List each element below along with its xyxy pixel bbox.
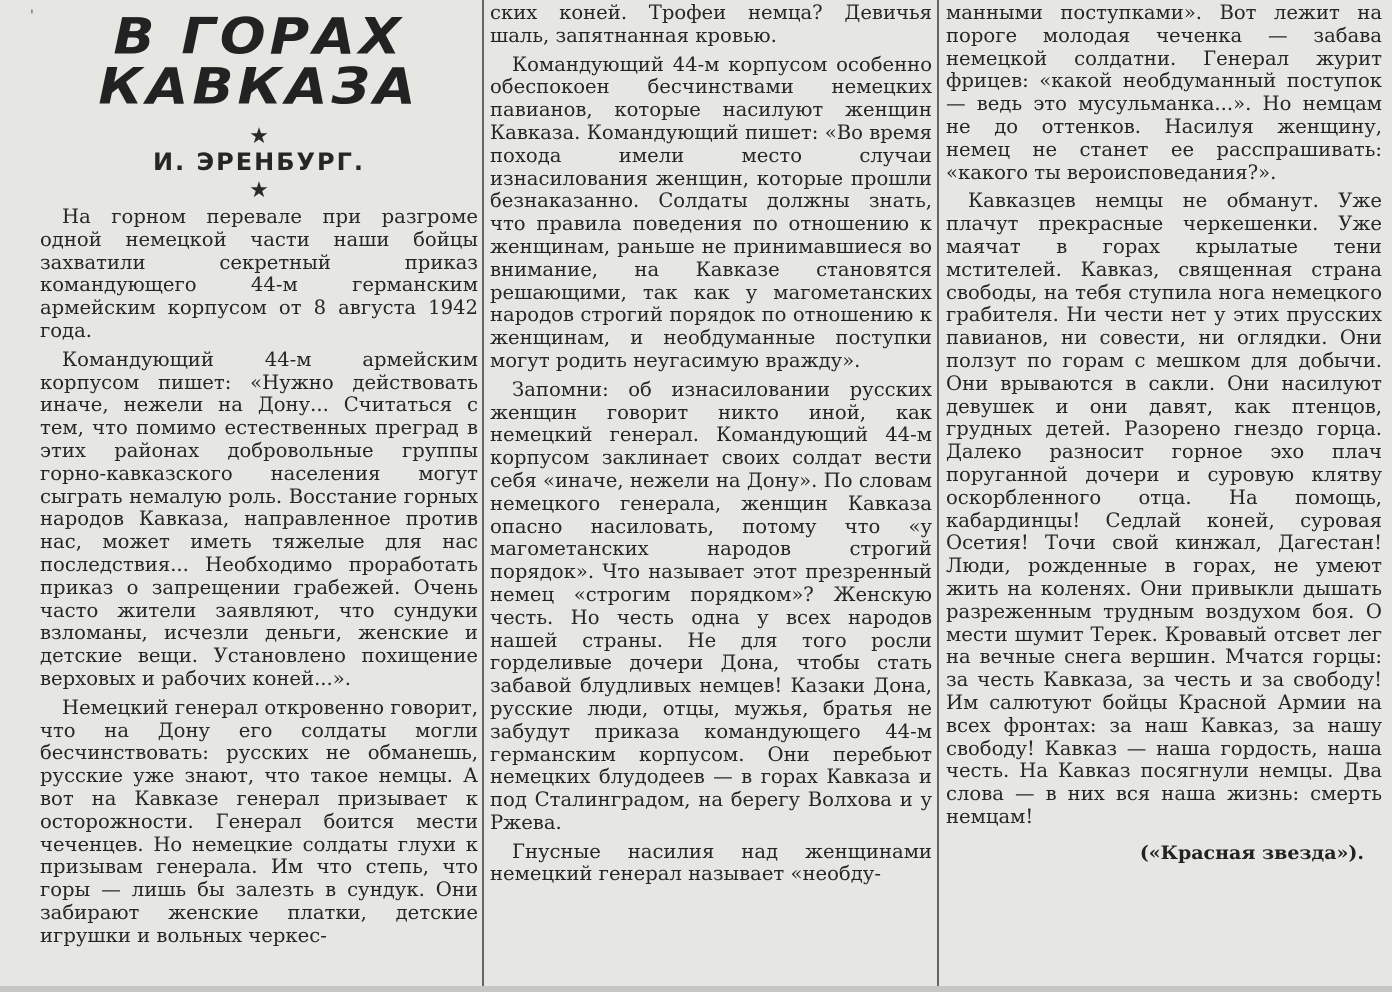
margin-mark: ' bbox=[30, 8, 34, 24]
paragraph: ских коней. Трофеи немца? Девичья шаль, запятнанная кровью. bbox=[490, 1, 932, 47]
paragraph: Гнусные насилия над женщинами немецкий генерал называет «необду- bbox=[490, 839, 932, 886]
column-1 bbox=[40, 0, 478, 992]
page-edge bbox=[0, 986, 1392, 992]
paragraph: Запомни: об изнасиловании русских женщин говорит никто иной, как немецкий генерал. Командующий 44-м корпусом заклинает своих солдат вести себя «иначе, нежели на Дону». По словам немецкого генерала, женщин Кавказа опасно насиловать, потому что «у магометанских народов строгий порядок». Что называет этот презренный немец «строгим порядком»? Женскую честь. Но честь одна у всех народов нашей страны. Не для того росли горделивые дочери Дона, чтобы стать забавой блудливых немцев! Казаки Дона, русские люди, отцы, мужья, братья не забудут приказа командующего 44-м германским корпусом. Они перебьют немецких блудодеев — в горах Кавказа и под Сталинградом, на берегу Волхова и у Ржева. bbox=[490, 377, 932, 834]
source-attribution: («Красная звезда»). bbox=[1139, 841, 1364, 864]
paragraph: манными поступками». Вот лежит на пороге молодая чеченка — забава немецкой солдатни. Генерал журит фрицев: «какой необдуманный поступок — ведь это мусульманка...». Но немцам не до оттенков. Насилуя женщину, немец не станет ее расспрашивать: «какого ты вероисповедания?». bbox=[946, 1, 1382, 184]
paragraph: На горном перевале при разгроме одной немецкой части наши бойцы захватили секретный приказ командующего 44-м германским армейским корпусом от 8 августа 1942 года. bbox=[40, 205, 478, 342]
headline-line-2: КАВКАЗА bbox=[98, 57, 420, 116]
paragraph: Немецкий генерал откровенно говорит, что на Дону его солдаты могли бесчинствовать: русских не обманешь, русские уже знают, что такое немцы. А вот на Кавказе генерал призывает к осторожности. Генерал боится мести чеченцев. Но немецкие солдаты глухи к призывам генерала. Им что степь, что горы — лишь бы залезть в сундук. Они забирают женские платки, детские игрушки и вольных черкес- bbox=[40, 695, 478, 947]
column-3 bbox=[946, 0, 1382, 992]
paragraph: Командующий 44-м армейским корпусом пишет: «Нужно действовать иначе, нежели на Дону... Считаться с тем, что помимо естественных преград в этих районах добровольные группы горно-кавказского населения могут сыграть немалую роль. Восстание горных народов Кавказа, направленное против нас, может иметь тяжелые для нас последствия... Необходимо проработать приказ о запрещении грабежей. Очень часто жители заявляют, что сундуки взломаны, исчезли деньги, женские и детские вещи. Установлено похищение верховых и рабочих коней...». bbox=[40, 347, 478, 690]
star-ornament: ★ bbox=[249, 178, 269, 203]
paragraph: Командующий 44-м корпусом особенно обеспокоен бесчинствами немецких павианов, которые насилуют женщин Кавказа. Командующий пишет: «Во время похода имели место случаи изнасилования женщин, которые прошли безнаказанно. Солдаты должны знать, что правила поведения по отношению к женщинам, раньше не принимавшиеся во внимание, на Кавказе становятся решающими, так как у магометанских народов строгий порядок по отношению к женщинам, и необдуманные поступки могут родить неугасимую вражду». bbox=[490, 52, 932, 372]
column-divider bbox=[482, 0, 484, 992]
headline bbox=[40, 7, 478, 116]
paragraph: Кавказцев немцы не обманут. Уже плачут прекрасные черкешенки. Уже маячат в горах крылатые тени мстителей. Кавказ, священная страна свободы, на тебя ступила нога немецкого грабителя. Ни чести нет у этих прусских павианов, ни совести, ни оглядки. Они ползут по горам с мешком для добычи. Они врываются в сакли. Они насилуют девушек и они давят, как птенцов, грудных детей. Разорено гнездо горца. Далеко разносит горное эхо плач поруганной дочери и суровую клятву оскорбленного отца. На помощь, кабардинцы! Седлай коней, суровая Осетия! Точи свой кинжал, Дагестан! Люди, рожденные в горах, не умеют жить на коленях. Они привыкли дышать разреженным трудным воздухом боя. О мести шумит Терек. Кровавый отсвет лег на вечные снега вершин. Мчатся горцы: за честь Кавказа, за честь и за свободу! Им салютуют бойцы Красной Армии на всех фронтах: за наш Кавказ, за нашу свободу! Кавказ — наша гордость, наша честь. На Кавказ посягнули немцы. Два слова — в них вся наша жизнь: смерть немцам! bbox=[946, 189, 1382, 828]
column-divider bbox=[937, 0, 939, 992]
star-ornament: ★ bbox=[249, 124, 269, 149]
column-2 bbox=[490, 0, 932, 992]
headline-line-1: В ГОРАХ bbox=[113, 7, 405, 66]
author-byline: И. ЭРЕНБУРГ. bbox=[152, 148, 366, 176]
